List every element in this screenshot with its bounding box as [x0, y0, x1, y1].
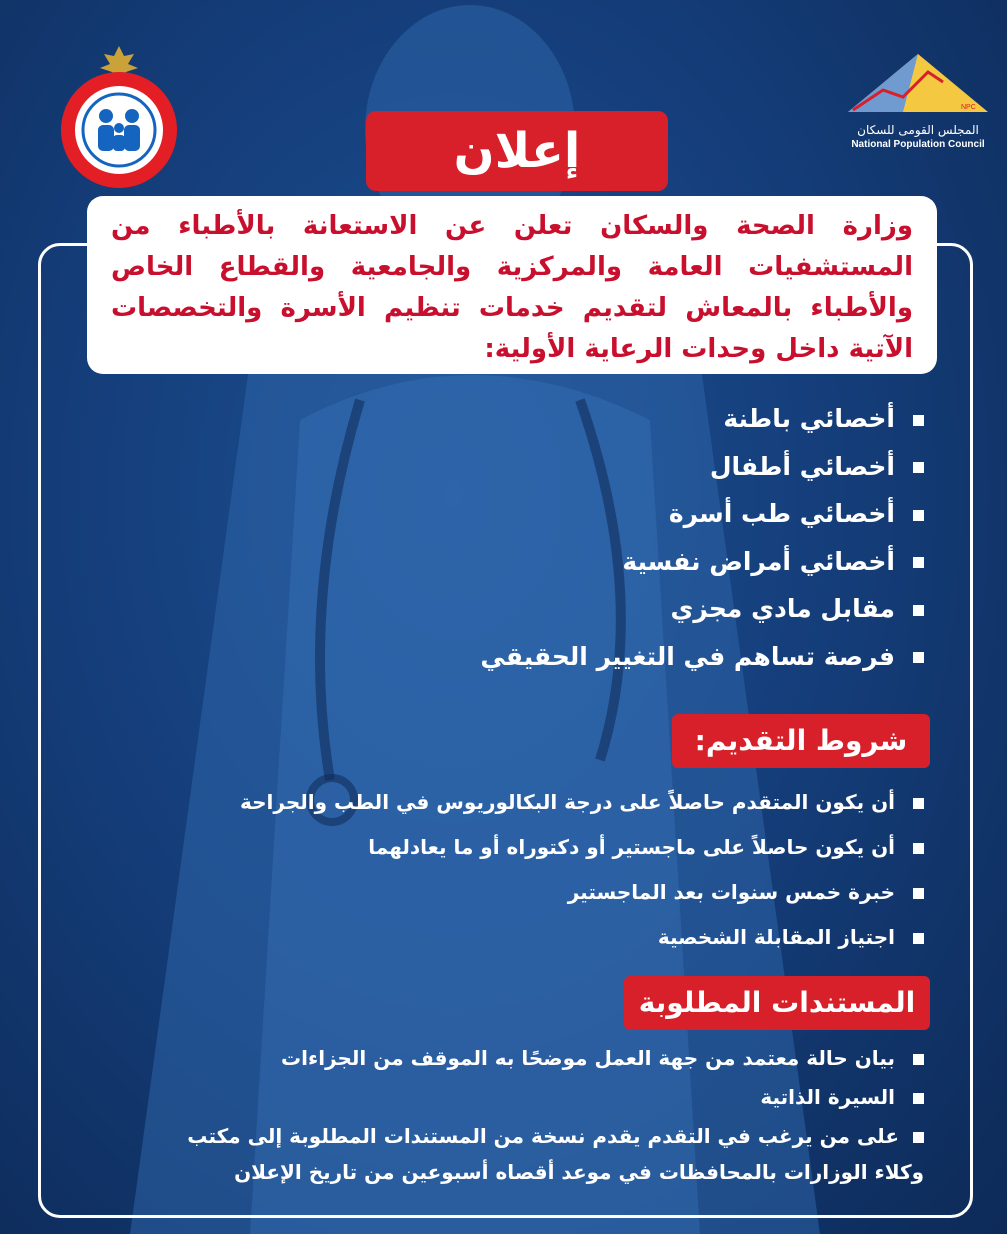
- bullet-square-icon: [913, 1093, 924, 1104]
- ministry-health-logo: [58, 42, 180, 192]
- list-item: أخصائي باطنة: [480, 395, 924, 443]
- npc-english-name: National Population Council: [851, 139, 985, 150]
- list-item: مقابل مادي مجزي: [480, 585, 924, 633]
- bullet-square-icon: [913, 798, 924, 809]
- bullet-square-icon: [913, 462, 924, 473]
- bullet-square-icon: [913, 557, 924, 568]
- bullet-square-icon: [913, 510, 924, 521]
- list-item: أخصائي طب أسرة: [480, 490, 924, 538]
- specialties-list: [480, 395, 924, 680]
- bullet-square-icon: [913, 415, 924, 426]
- list-item: أن يكون المتقدم حاصلاً على درجة البكالوريوس في الطب والجراحة: [240, 780, 924, 825]
- list-item: بيان حالة معتمد من جهة العمل موضحًا به الموقف من الجزاءات: [144, 1040, 924, 1076]
- announcement-title: إعلان: [366, 111, 668, 191]
- bullet-square-icon: [913, 1054, 924, 1065]
- list-item: خبرة خمس سنوات بعد الماجستير: [240, 870, 924, 915]
- list-item: أن يكون حاصلاً على ماجستير أو دكتوراه أو ما يعادلهما: [240, 825, 924, 870]
- bullet-square-icon: [913, 888, 924, 899]
- documents-list: [144, 1040, 924, 1190]
- bullet-square-icon: [913, 1132, 924, 1143]
- npc-pyramid-logo: [843, 52, 993, 152]
- list-item: على من يرغب في التقدم يقدم نسخة من المستندات المطلوبة إلى مكتب وكلاء الوزارات بالمحافظات في موعد أقصاه أسبوعين من تاريخ الإعلان: [187, 1124, 924, 1184]
- conditions-list: [240, 780, 924, 960]
- list-item: فرصة تساهم في التغيير الحقيقي: [480, 633, 924, 681]
- svg-text:NPC: NPC: [961, 104, 976, 111]
- bullet-square-icon: [913, 652, 924, 663]
- bullet-square-icon: [913, 843, 924, 854]
- intro-text: وزارة الصحة والسكان تعلن عن الاستعانة بالأطباء من المستشفيات العامة والمركزية والجامعية والقطاع الخاص والأطباء بالمعاش لتقديم خدمات تنظيم الأسرة والتخصصات الآتية داخل وحدات الرعاية الأولية:: [87, 196, 937, 374]
- list-item: اجتياز المقابلة الشخصية: [240, 915, 924, 960]
- list-item: أخصائي أمراض نفسية: [480, 538, 924, 586]
- list-item: السيرة الذاتية: [144, 1079, 924, 1115]
- npc-arabic-name: المجلس القومى للسكان: [857, 123, 979, 137]
- documents-title: المستندات المطلوبة: [624, 976, 930, 1030]
- conditions-title: شروط التقديم:: [672, 714, 930, 768]
- bullet-square-icon: [913, 605, 924, 616]
- bullet-square-icon: [913, 933, 924, 944]
- list-item: أخصائي أطفال: [480, 443, 924, 491]
